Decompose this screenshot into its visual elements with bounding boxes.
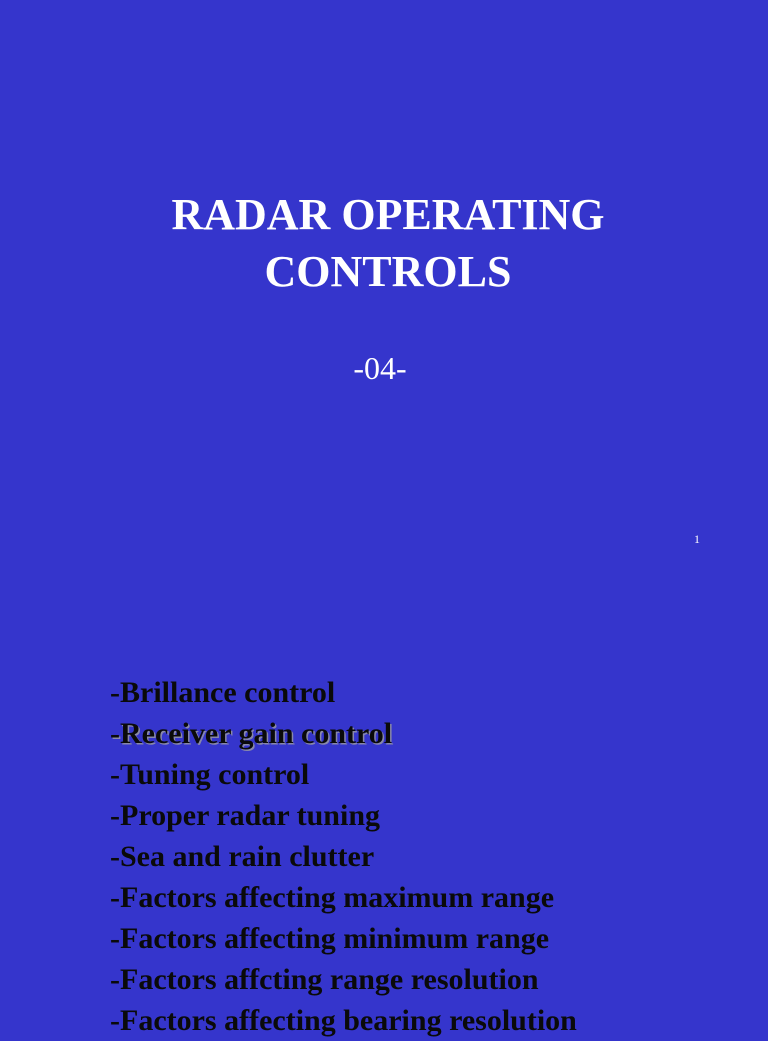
topic-item: -Proper radar tuning <box>110 799 381 832</box>
page-number: 1 <box>694 532 700 546</box>
topic-item: -Sea and rain clutter <box>110 840 375 873</box>
topic-item: -Factors affecting maximum range <box>110 881 555 914</box>
topic-item: -Tuning control <box>110 758 310 791</box>
slide-title-line-2: CONTROLS <box>264 247 512 296</box>
slide-title-line-1: RADAR OPERATING <box>171 190 605 239</box>
topic-item: -Factors affcting range resolution <box>110 963 539 996</box>
topic-item: -Factors affecting bearing resolution <box>110 1004 577 1037</box>
topic-list <box>110 672 577 1041</box>
topic-item: -Receiver gain control <box>110 717 393 750</box>
topic-item: -Factors affecting minimum range <box>110 922 550 955</box>
topic-item: -Brillance control <box>110 676 336 709</box>
contents-slide <box>0 576 768 1037</box>
slide-title <box>0 186 768 300</box>
slide-subtitle: -04- <box>353 350 407 386</box>
